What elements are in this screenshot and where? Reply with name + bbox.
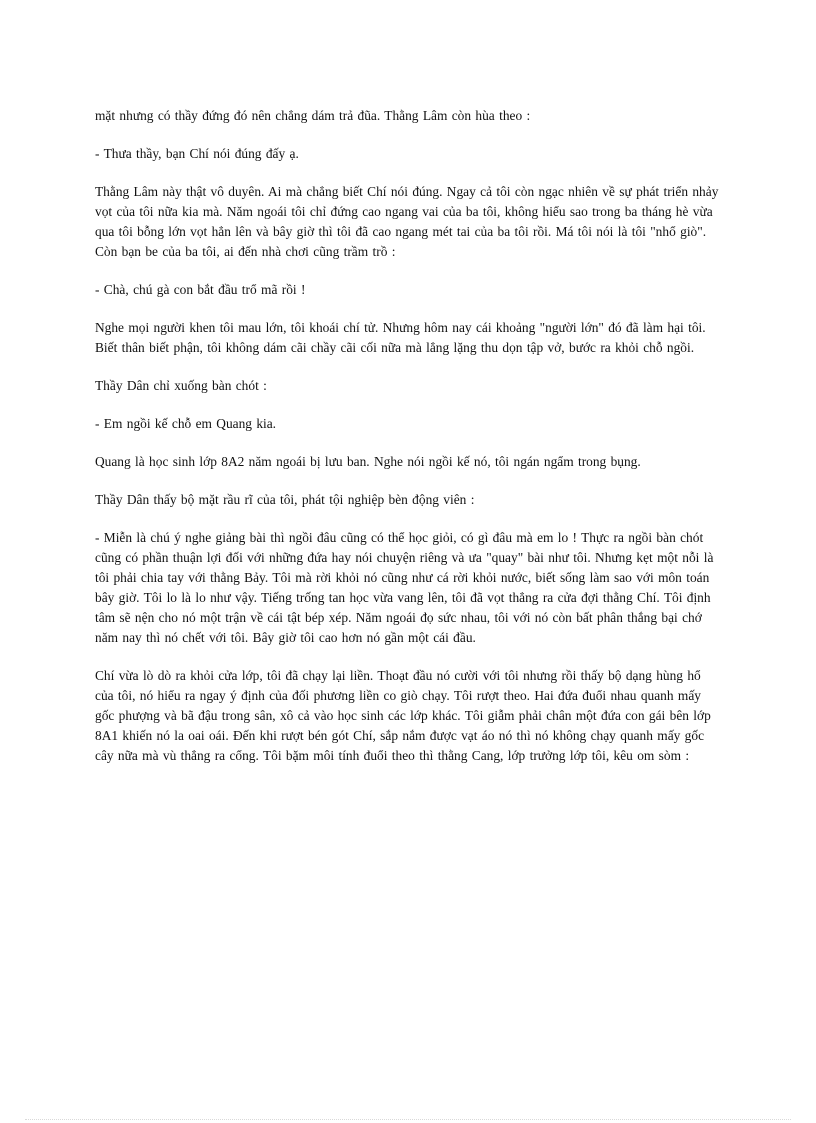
paragraph: - Chà, chú gà con bắt đầu trổ mã rồi ! bbox=[95, 282, 306, 297]
paragraph: - Thưa thầy, bạn Chí nói đúng đấy ạ. bbox=[95, 146, 299, 161]
paragraph: Quang là học sinh lớp 8A2 năm ngoái bị lưu ban. Nghe nói ngồi kế nó, tôi ngán ngẩm trong bụng. bbox=[95, 454, 641, 469]
paragraph: Thầy Dân thấy bộ mặt rầu rĩ của tôi, phát tội nghiệp bèn động viên : bbox=[95, 492, 475, 507]
paragraph: - Em ngồi kế chỗ em Quang kia. bbox=[95, 416, 277, 431]
page-bottom-rule bbox=[25, 1119, 791, 1120]
paragraph: mặt nhưng có thầy đứng đó nên chẳng dám trả đũa. Thằng Lâm còn hùa theo : bbox=[95, 108, 531, 123]
document-body bbox=[95, 106, 720, 784]
paragraph: Nghe mọi người khen tôi mau lớn, tôi khoái chí tử. Nhưng hôm nay cái khoảng "người lớn" đó đã làm hại tôi. Biết thân biết phận, tôi không dám cãi chầy cãi cối nữa mà lẳng lặng thu dọn tập vở, bước ra khỏi chỗ ngồi. bbox=[95, 320, 706, 355]
paragraph: Chí vừa lò dò ra khỏi cửa lớp, tôi đã chạy lại liền. Thoạt đầu nó cười với tôi nhưng rồi thấy bộ dạng hùng hổ của tôi, nó hiểu ra ngay ý định của đối phương liền co giò chạy. Tôi rượt theo. Hai đứa đuổi nhau quanh mấy gốc phượng và bã đậu trong sân, xô cả vào học sinh các lớp khác. Tôi giẫm phải chân một đứa con gái bên lớp 8A1 khiến nó la oai oái. Đến khi rượt bén gót Chí, sắp nắm được vạt áo nó thì nó không chạy quanh mấy gốc cây nữa mà vù thẳng ra cổng. Tôi bặm môi tính đuổi theo thì thằng Cang, lớp trưởng lớp tôi, kêu om sòm : bbox=[95, 668, 711, 763]
paragraph: Thằng Lâm này thật vô duyên. Ai mà chẳng biết Chí nói đúng. Ngay cả tôi còn ngạc nhiên về sự phát triển nhảy vọt của tôi nữa kia mà. Năm ngoái tôi chỉ đứng cao ngang vai của ba tôi, không hiểu sao trong ba tháng hè vừa qua tôi bỗng lớn vọt hẳn lên và bây giờ thì tôi đã cao ngang mét tai của ba tôi rồi. Má tôi nói là tôi "nhổ giò". Còn bạn be của ba tôi, ai đến nhà chơi cũng trầm trồ : bbox=[95, 184, 719, 259]
paragraph: - Miễn là chú ý nghe giảng bài thì ngồi đâu cũng có thể học giỏi, có gì đâu mà em lo ! Thực ra ngồi bàn chót cũng có phần thuận lợi đối với những đứa hay nói chuyện riêng và ưa "quay" bài như tôi. Nhưng kẹt một nỗi là tôi phải chia tay với thằng Bảy. Tôi mà rời khỏi nó cũng như cá rời khỏi nước, biết sống làm sao với môn toán bây giờ. Tôi lo là lo như vậy. Tiếng trống tan học vừa vang lên, tôi đã vọt thẳng ra cửa đợi thằng Chí. Tôi định tâm sẽ nện cho nó một trận về cái tật bép xép. Năm ngoái đọ sức nhau, tôi với nó còn bất phân thắng bại chớ năm nay thì nó chết với tôi. Bây giờ tôi cao hơn nó gần một cái đầu. bbox=[95, 530, 714, 645]
paragraph: Thầy Dân chỉ xuống bàn chót : bbox=[95, 378, 267, 393]
